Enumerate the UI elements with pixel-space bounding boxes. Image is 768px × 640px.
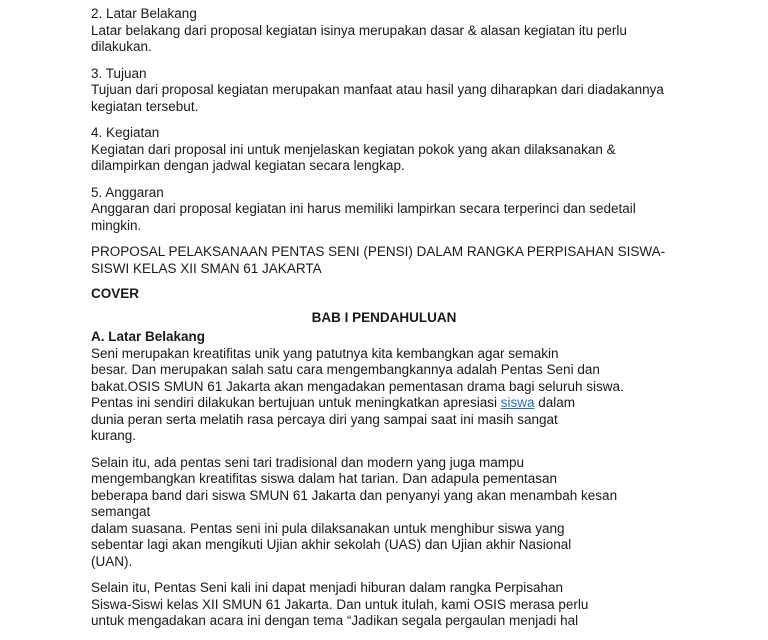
- section-heading: 4. Kegiatan: [91, 125, 160, 140]
- section-kegiatan-definition: [91, 125, 691, 175]
- proposal-title-line: SISWI KELAS XII SMAN 61 JAKARTA: [91, 260, 322, 276]
- paragraph-latar-belakang: [91, 329, 691, 445]
- paragraph-line: semangat: [91, 504, 151, 519]
- paragraph-perpisahan: [91, 580, 691, 630]
- paragraph-line: besar. Dan merupakan salah satu cara mengembangkannya adalah Pentas Seni dan: [91, 362, 600, 377]
- paragraph-line: beberapa band dari siswa SMUN 61 Jakarta dan penyanyi yang akan menambah kesan: [91, 487, 618, 503]
- paragraph-line: untuk mengadakan acara ini dengan tema “Jadikan segala pergaulan menjadi hal: [91, 613, 579, 628]
- siswa-link[interactable]: siswa: [500, 395, 535, 410]
- paragraph-text: dalam: [534, 395, 576, 410]
- paragraph-line: kurang.: [91, 428, 137, 443]
- section-text-line: kegiatan tersebut.: [91, 98, 199, 114]
- paragraph-line: (UAN).: [91, 553, 133, 569]
- section-anggaran-definition: [91, 185, 691, 235]
- section-text-line: mingkin.: [91, 217, 142, 233]
- section-latar-belakang-definition: [91, 6, 691, 56]
- paragraph-line: dalam suasana. Pentas seni ini pula dilaksanakan untuk menghibur siswa yang: [91, 520, 565, 536]
- cover-label: COVER: [91, 286, 140, 301]
- paragraph-pentas-seni: [91, 455, 691, 571]
- paragraph-line-with-link: [91, 395, 691, 412]
- section-heading: 5. Anggaran: [91, 184, 164, 200]
- section-text-line: dilampirkan dengan jadwal kegiatan secara lengkap.: [91, 158, 405, 173]
- proposal-title: [91, 244, 691, 277]
- paragraph-line: Siswa-Siswi kelas XII SMUN 61 Jakarta. Dan untuk itulah, kami OSIS merasa perlu: [91, 596, 589, 612]
- section-text-line: Tujuan dari proposal kegiatan merupakan manfaat atau hasil yang diharapkan dari diadakannya: [91, 82, 664, 97]
- proposal-title-line: PROPOSAL PELAKSANAAN PENTAS SENI (PENSI) DALAM RANGKA PERPISAHAN SISWA-: [91, 244, 666, 259]
- paragraph-line: mengembangkan kreatifitas siswa dalam hat tarian. Dan adapula pementasan: [91, 471, 558, 486]
- section-tujuan-definition: [91, 66, 691, 116]
- section-heading: 3. Tujuan: [91, 65, 147, 81]
- paragraph-line: dunia peran serta melatih rasa percaya diri yang sampai saat ini masih sangat: [91, 411, 558, 427]
- paragraph-line: bakat.OSIS SMUN 61 Jakarta akan mengadakan pementasan drama bagi seluruh siswa.: [91, 378, 624, 394]
- paragraph-line: Seni merupakan kreatifitas unik yang patutnya kita kembangkan agar semakin: [91, 345, 559, 361]
- section-text-line: Kegiatan dari proposal ini untuk menjelaskan kegiatan pokok yang akan dilaksanakan &: [91, 141, 616, 157]
- document-page: [91, 6, 691, 640]
- section-text-line: Latar belakang dari proposal kegiatan isinya merupakan dasar & alasan kegiatan itu perlu: [91, 22, 627, 38]
- paragraph-line: Selain itu, ada pentas seni tari tradisional dan modern yang juga mampu: [91, 454, 525, 470]
- chapter-title: BAB I PENDAHULUAN: [311, 309, 457, 325]
- section-text-line: dilakukan.: [91, 39, 152, 54]
- paragraph-text: Pentas ini sendiri dilakukan bertujuan untuk meningkatkan apresiasi: [91, 395, 501, 410]
- section-heading: 2. Latar Belakang: [91, 6, 197, 21]
- subheading: A. Latar Belakang: [91, 329, 206, 344]
- section-text-line: Anggaran dari proposal kegiatan ini harus memiliki lampirkan secara terperinci dan sedetail: [91, 201, 636, 216]
- paragraph-line: Selain itu, Pentas Seni kali ini dapat menjadi hiburan dalam rangka Perpisahan: [91, 580, 564, 595]
- paragraph-line: sebentar lagi akan mengikuti Ujian akhir sekolah (UAS) dan Ujian akhir Nasional: [91, 537, 572, 552]
